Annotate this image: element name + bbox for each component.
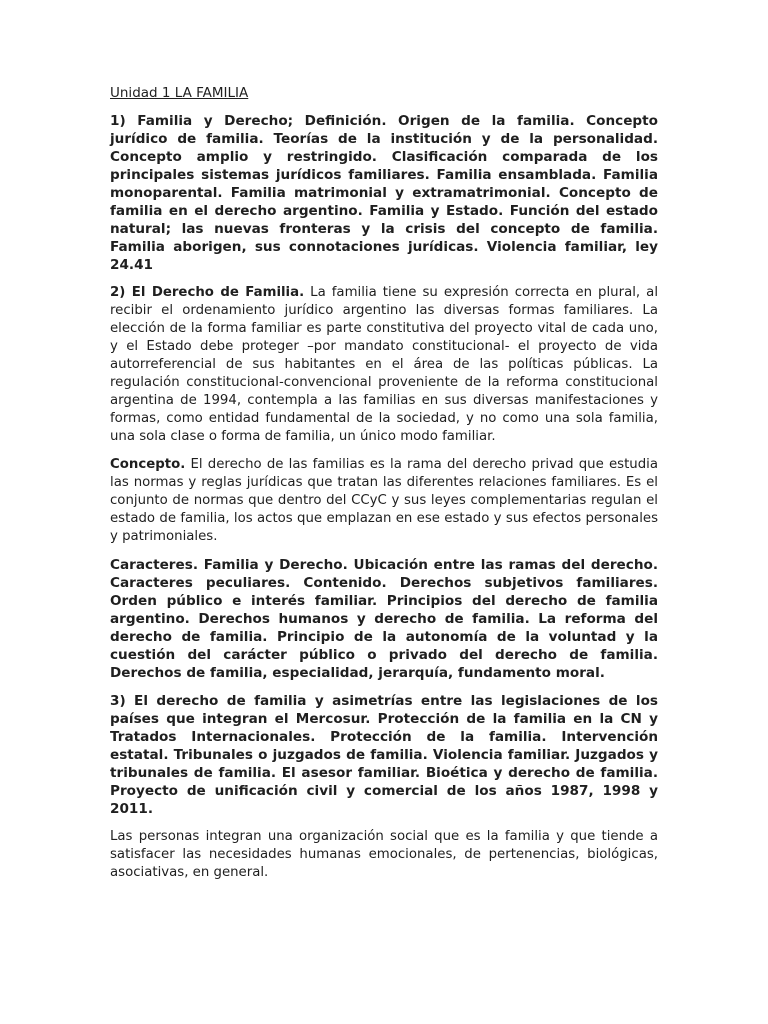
paragraph-3-body: El derecho de las familias es la rama del derecho privad que estudia las normas y reglas jurídicas que tratan las diferentes relaciones familiares. Es el conjunto de normas que dentro del CCyC y sus leyes complementarias regulan el estado de familia, los actos que emplazan en ese estado y sus efectos personales y patrimoniales. — [110, 457, 658, 544]
paragraph-4: Caracteres. Familia y Derecho. Ubicación entre las ramas del derecho. Caracteres peculiares. Contenido. Derechos subjetivos familiares. Orden público e interés familiar. Principios del derecho de familia argentino. Derechos humanos y derecho de familia. La reforma del derecho de familia. Principio de la autonomía de la voluntad y la cuestión del carácter público o privado del derecho de familia. Derechos de familia, especialidad, jerarquía, fundamento moral. — [110, 557, 658, 681]
paragraph-5: 3) El derecho de familia y asimetrías entre las legislaciones de los países que integran el Mercosur. Protección de la familia en la CN y Tratados Internacionales. Protección de la familia. Intervención estatal. Tribunales o juzgados de familia. Violencia familiar. Juzgados y tribunales de familia. El asesor familiar. Bioética y derecho de familia. Proyecto de unificación civil y comercial de los años 1987, 1998 y 2011. — [110, 693, 658, 817]
paragraph-6: Las personas integran una organización social que es la familia y que tiende a satisfacer las necesidades humanas emocionales, de pertenencias, biológicas, asociativas, en general. — [110, 829, 658, 880]
paragraph-2-body: La familia tiene su expresión correcta en plural, al recibir el ordenamiento jurídico argentino las diversas formas familiares. La elección de la forma familiar es parte constitutiva del proyecto vital de cada uno, y el Estado debe proteger –por mandato constitucional- el proyecto de vida autorreferencial de sus habitantes en el área de las políticas públicas. La regulación constitucional-convencional proveniente de la reforma constitucional argentina de 1994, contempla a las familias en sus diversas manifestaciones y formas, como entidad fundamental de la sociedad, y no como una sola familia, una sola clase o forma de familia, un único modo familiar. — [110, 285, 659, 444]
paragraph-2 — [110, 284, 658, 446]
document-title: Unidad 1 LA FAMILIA — [110, 85, 249, 101]
document-page — [110, 84, 658, 892]
paragraph-2-lead: 2) El Derecho de Familia. — [110, 285, 305, 300]
paragraph-3-lead: Concepto. — [110, 457, 186, 472]
paragraph-1: 1) Familia y Derecho; Definición. Origen de la familia. Concepto jurídico de familia. Teorías de la institución y de la personalidad. Concepto amplio y restringido. Clasificación comparada de los principales sistemas jurídicos familiares. Familia ensamblada. Familia monoparental. Familia matrimonial y extramatrimonial. Concepto de familia en el derecho argentino. Familia y Estado. Función del estado natural; las nuevas fronteras y la crisis del concepto de familia. Familia aborigen, sus connotaciones jurídicas. Violencia familiar, ley 24.41 — [110, 113, 658, 273]
paragraph-3 — [110, 456, 658, 546]
